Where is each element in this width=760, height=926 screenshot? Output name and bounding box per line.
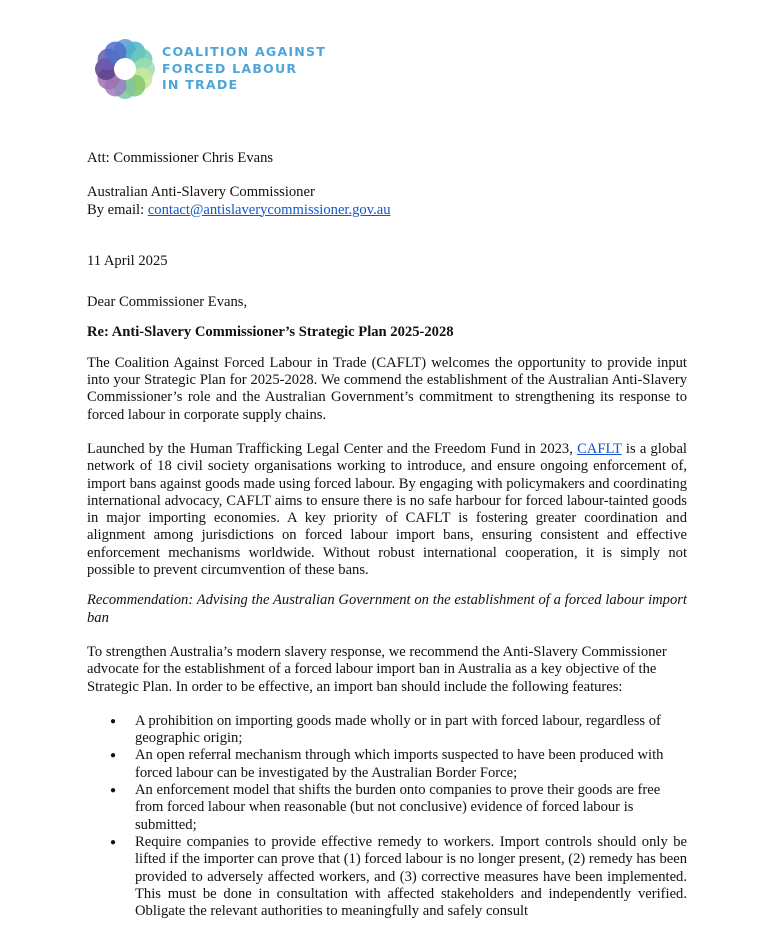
email-link[interactable]: contact@antislaverycommissioner.gov.au [147,201,391,218]
paragraph-about-caflt [87,441,687,579]
list-item: ● An enforcement model that shifts the burden onto companies to prove their goods are free from forced labour when reasonable (but not conclusive) evidence of forced labour is submitted; [135,782,687,834]
import-ban-features-list [87,713,687,921]
list-item: ● A prohibition on importing goods made wholly or in part with forced labour, regardless of geographic origin; [135,713,687,748]
logo-line-2: FORCED LABOUR [162,60,298,76]
coalition-ring-logo-icon [94,38,156,100]
email-line [87,202,687,219]
email-prefix: By email: [87,201,148,218]
attention-line: Att: Commissioner Chris Evans [87,150,274,166]
logo-line-3: IN TRADE [162,77,239,93]
caflt-logo [94,38,326,100]
list-item: ● Require companies to provide effective remedy to workers. Import controls should only be lifted if the importer can prove that (1) forced labour is no longer present, (2) remedy has been provided to adversely affected workers, and (3) corrective measures have been implemented. This must be done in consultation with affected stakeholders and independently verified. Obligate the relevant authorities to meaningfully and safely consult [135,834,687,920]
subject-line: Re: Anti-Slavery Commissioner’s Strategic Plan 2025-2028 [87,324,454,341]
para2-text-end: is a global network of 18 civil society organisations working to introduce, and ensure ongoing enforcement of, import bans against goods made using forced labour. By engaging with policymakers and coordinating international advocacy, CAFLT aims to ensure there is no safe harbour for forced labour-tainted goods in major importing economies. A key priority of CAFLT is fostering greater coordination and alignment among jurisdictions on forced labour import bans, ensuring consistent and effective enforcement mechanisms worldwide. Without robust international cooperation, it is simply not possible to prevent circumvention of these bans. [87,440,687,579]
recommendation-heading: Recommendation: Advising the Australian Government on the establishment of a forced labour import ban [87,592,687,626]
paragraph-recommendation: To strengthen Australia’s modern slavery response, we recommend the Anti-Slavery Commissioner advocate for the establishment of a forced labour import ban in Australia as a key objective of the Strategic Plan. In order to be effective, an import ban should include the following features: [87,643,667,695]
logo-line-1: COALITION AGAINST [162,44,327,60]
paragraph-intro: The Coalition Against Forced Labour in Trade (CAFLT) welcomes the opportunity to provide input into your Strategic Plan for 2025-2028. We commend the establishment of the Australian Anti-Slavery Commissioner’s role and the Australian Government’s commitment to strengthening its response to forced labour in corporate supply chains. [87,354,687,423]
para2-text-start: Launched by the Human Trafficking Legal Center and the Freedom Fund in 2023, [87,440,578,457]
letter-date: 11 April 2025 [87,252,168,269]
salutation: Dear Commissioner Evans, [87,294,248,311]
letter-body [87,150,687,920]
logo-wordmark [162,44,326,94]
list-item: ● An open referral mechanism through which imports suspected to have been produced with forced labour can be investigated by the Australian Border Force; [135,747,687,782]
recipient-title: Australian Anti-Slavery Commissioner [87,184,315,201]
caflt-link[interactable]: CAFLT [577,440,622,457]
